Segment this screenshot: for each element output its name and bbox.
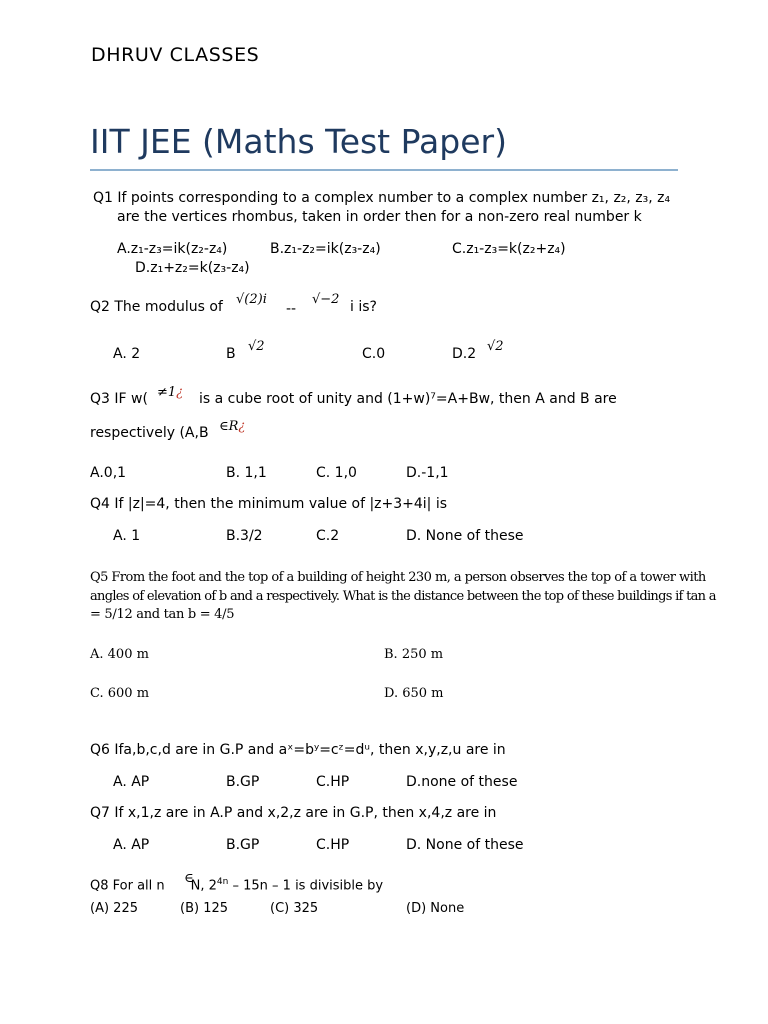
q4-option-c: C.2 — [316, 528, 340, 544]
q4-option-d: D. None of these — [406, 528, 524, 544]
q7-text: Q7 If x,1,z are in A.P and x,2,z are in G.P, then x,4,z are in — [90, 805, 497, 821]
q8-text: Q8 For all n N, $2^{4n} - 15n - 1$ is divisible by — [90, 877, 384, 894]
q1-option-a: A.z₁-z₃=ik(z₂-z₄) — [117, 241, 228, 257]
q8-option-a: (A) 225 — [90, 901, 138, 916]
title-divider — [90, 169, 678, 171]
q3-text-start: Q3 IF w( — [90, 391, 148, 407]
q2-math-sqrt-neg2: √−2 — [312, 292, 340, 307]
q1-text-line2: are the vertices rhombus, taken in order then for a non-zero real number k — [117, 209, 642, 225]
q8-option-b: (B) 125 — [180, 901, 229, 916]
q1-option-d: D.z₁+z₂=k(z₃-z₄) — [135, 260, 250, 276]
q2-option-b-math: √2 — [248, 339, 265, 354]
q5-option-b: B. 250 m — [384, 647, 444, 662]
page-title: IIT JEE (Maths Test Paper) — [90, 122, 507, 161]
q2-tail: i is? — [350, 299, 377, 315]
q8-option-c: (C) 325 — [270, 901, 319, 916]
q2-option-b: B — [226, 346, 236, 362]
q3-option-a: A.0,1 — [90, 465, 127, 481]
q3-option-d: D.-1,1 — [406, 465, 449, 481]
q2-text: Q2 The modulus of — [90, 299, 223, 315]
q3-math-artifact: ¿ — [176, 385, 184, 400]
q4-text: Q4 If |z|=4, then the minimum value of |z+3+4i| is — [90, 496, 448, 512]
q5-option-d: D. 650 m — [384, 686, 444, 701]
q6-option-b: B.GP — [226, 774, 260, 790]
q3-math-neq1: ≠1¿ — [157, 385, 184, 400]
q3-option-c: C. 1,0 — [316, 465, 357, 481]
q2-option-c: C.0 — [362, 346, 386, 362]
q2-option-a: A. 2 — [113, 346, 141, 362]
q4-option-b: B.3/2 — [226, 528, 263, 544]
q3-math-artifact-2: ¿ — [238, 419, 246, 434]
q7-option-b: B.GP — [226, 837, 260, 853]
q1-option-c: C.z₁-z₃=k(z₂+z₄) — [452, 241, 566, 257]
q8-element-of-symbol: ∈ — [184, 871, 194, 886]
q5-option-c: C. 600 m — [90, 686, 150, 701]
q3-math-in-r: ∈R¿ — [219, 419, 246, 434]
q6-text: Q6 Ifa,b,c,d are in G.P and aˣ=bʸ=cᶻ=dᵘ, then x,y,z,u are in — [90, 742, 506, 758]
q3-text-end: respectively (A,B — [90, 425, 209, 441]
q5-text-line1: Q5 From the foot and the top of a building of height 230 m, a person observes the top of a tower with — [90, 570, 706, 585]
q4-option-a: A. 1 — [113, 528, 141, 544]
q2-option-d-math: √2 — [487, 339, 504, 354]
q1-option-b: B.z₁-z₂=ik(z₃-z₄) — [270, 241, 381, 257]
q8-option-d: (D) None — [406, 901, 465, 916]
q3-option-b: B. 1,1 — [226, 465, 267, 481]
institute-name: DHRUV CLASSES — [91, 44, 260, 66]
q5-text-line2: angles of elevation of b and a respectively. What is the distance between the top of these buildings if tan a — [90, 589, 716, 604]
q5-text-line3: = 5/12 and tan b = 4/5 — [90, 607, 235, 622]
q5-option-a: A. 400 m — [90, 647, 149, 662]
q7-option-a: A. AP — [113, 837, 150, 853]
q7-option-d: D. None of these — [406, 837, 524, 853]
q7-option-c: C.HP — [316, 837, 350, 853]
q3-text-middle: is a cube root of unity and (1+w)⁷=A+Bw, then A and B are — [199, 391, 617, 407]
q1-text-line1: Q1 If points corresponding to a complex number to a complex number z₁, z₂, z₃, z₄ — [93, 190, 671, 206]
q6-option-d: D.none of these — [406, 774, 518, 790]
q2-dash: -- — [286, 301, 297, 317]
q2-option-d: D.2 — [452, 346, 477, 362]
q6-option-c: C.HP — [316, 774, 350, 790]
q6-option-a: A. AP — [113, 774, 150, 790]
q2-math-sqrt2i: √(2)i — [236, 292, 267, 307]
